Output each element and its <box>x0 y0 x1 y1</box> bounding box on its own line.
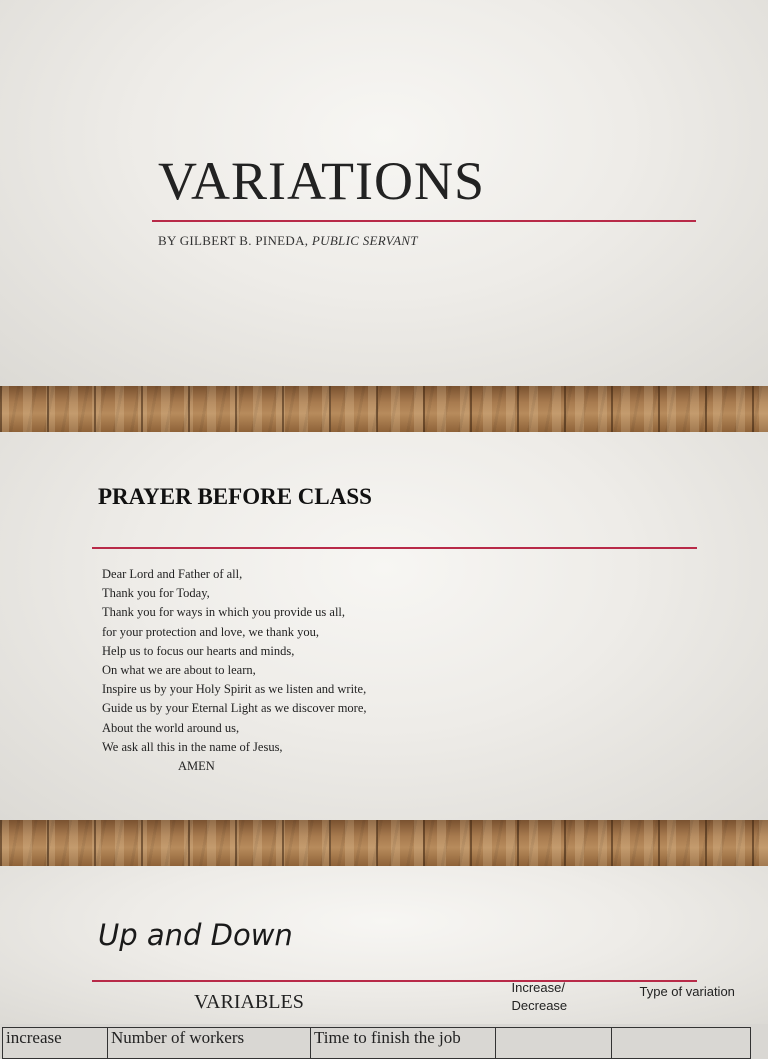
prayer-text <box>102 565 367 776</box>
prayer-line: for your protection and love, we thank you, <box>102 624 319 639</box>
prayer-line: We ask all this in the name of Jesus, <box>102 739 283 754</box>
prayer-line: Dear Lord and Father of all, <box>102 567 243 581</box>
table-cell: Time to finish the job <box>311 1028 496 1059</box>
prayer-slide <box>0 432 768 820</box>
table-cell: increase <box>3 1028 108 1059</box>
prayer-amen: AMEN <box>178 759 215 774</box>
byline-role: PUBLIC SERVANT <box>311 233 418 248</box>
variables-table <box>2 979 751 1059</box>
title-slide <box>0 0 768 386</box>
prayer-divider <box>92 547 697 549</box>
wood-floor-decoration <box>0 820 768 866</box>
table-header-row <box>3 979 751 1028</box>
header-type-of-variation: Type of variation <box>639 984 735 999</box>
header-increase-decrease: Increase/ Decrease <box>511 980 568 1013</box>
table-cell <box>612 1028 751 1059</box>
prayer-line: About the world around us, <box>102 720 240 735</box>
byline-author: BY GILBERT B. PINEDA, <box>158 233 312 248</box>
prayer-line: Thank you for Today, <box>102 586 210 601</box>
slide-title: VARIATIONS <box>158 151 486 211</box>
prayer-line: Thank you for ways in which you provide us all, <box>102 605 346 620</box>
up-and-down-title: Up and Down <box>98 918 293 952</box>
header-variables: VARIABLES <box>194 991 304 1013</box>
byline <box>158 233 418 249</box>
prayer-title: PRAYER BEFORE CLASS <box>98 484 372 509</box>
up-and-down-slide <box>0 866 768 1047</box>
prayer-line: Guide us by your Eternal Light as we discover more, <box>102 701 367 716</box>
prayer-line: On what we are about to learn, <box>102 663 256 678</box>
table-row <box>3 1028 751 1059</box>
prayer-line: Help us to focus our hearts and minds, <box>102 643 295 658</box>
table-cell <box>496 1028 612 1059</box>
wood-floor-decoration <box>0 386 768 432</box>
prayer-line: Inspire us by your Holy Spirit as we listen and write, <box>102 682 367 697</box>
table-cell: Number of workers <box>108 1028 311 1059</box>
title-divider <box>152 220 696 222</box>
